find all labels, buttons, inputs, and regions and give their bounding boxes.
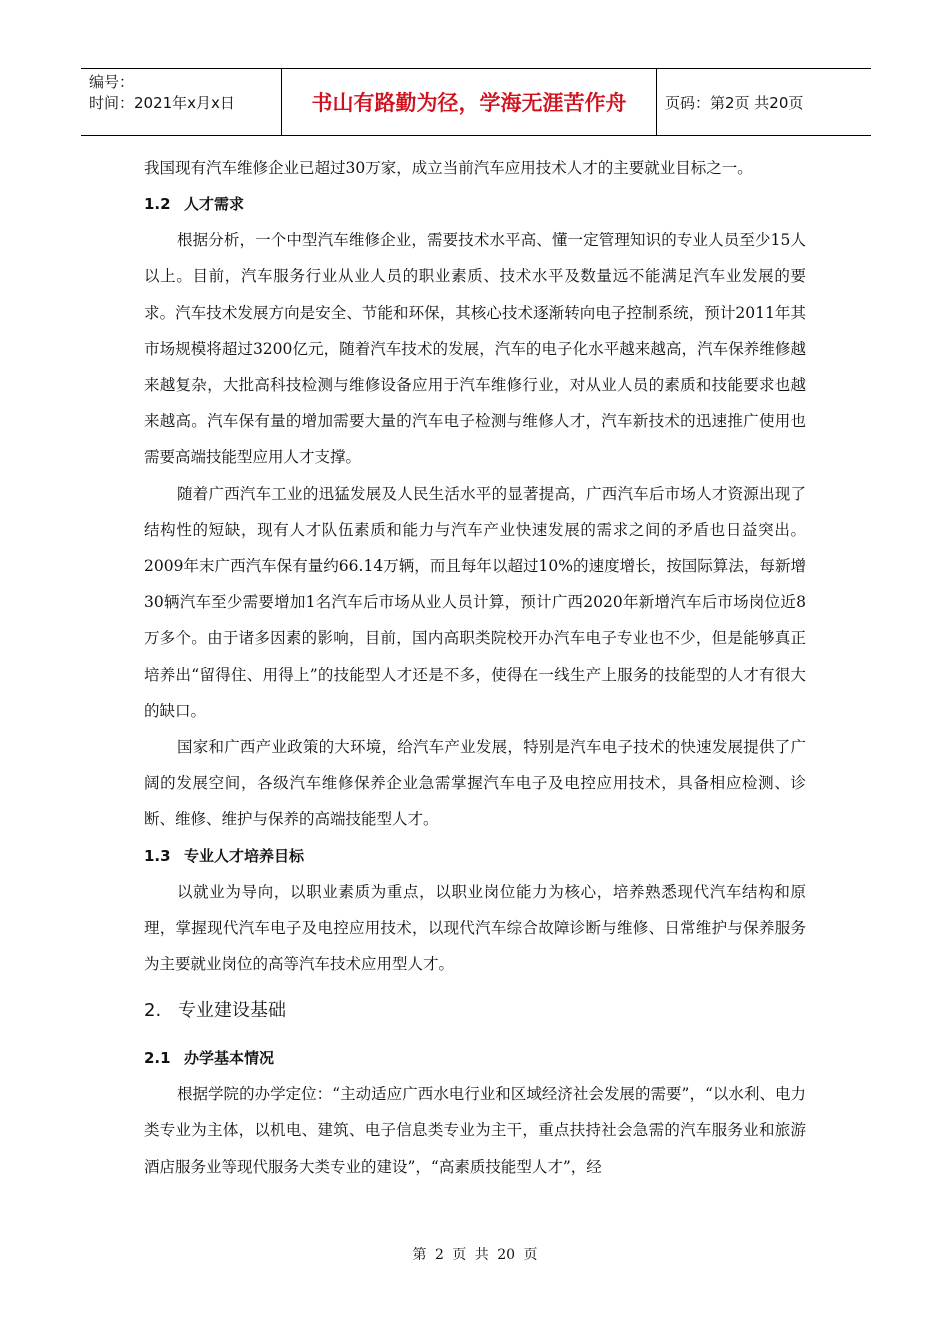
header-motto: 书山有路勤为径，学海无涯苦作舟	[282, 69, 657, 135]
section-number: 2.1	[144, 1049, 171, 1068]
paragraph-talent-demand: 根据分析，一个中型汽车维修企业，需要技术水平高、懂一定管理知识的专业人员至少15人以上。目前，汽车服务行业从业人员的职业素质、技术水平及数量远不能满足汽车业发展的要求。汽车技术发展方向是安全、节能和环保，其核心技术逐渐转向电子控制系统，预计2011年其市场规模将超过3200亿元，随着汽车技术的发展，汽车的电子化水平越来越高，汽车保养维修越来越复杂，大批高科技检测与维修设备应用于汽车维修行业，对从业人员的素质和技能要求也越来越高。汽车保有量的增加需要大量的汽车电子检测与维修人才，汽车新技术的迅速推广使用也需要高端技能型应用人才支撑。	[144, 231, 806, 467]
paragraph-policy: 国家和广西产业政策的大环境，给汽车产业发展，特别是汽车电子技术的快速发展提供了广阔的发展空间，各级汽车维修保养企业急需掌握汽车电子及电控应用技术，具备相应检测、诊断、维修、维护与保养的高端技能型人才。	[144, 738, 806, 829]
section-title: 专业建设基础	[178, 1000, 286, 1022]
paragraph-guangxi-market: 随着广西汽车工业的迅猛发展及人民生活水平的显著提高，广西汽车后市场人才资源出现了结构性的短缺，现有人才队伍素质和能力与汽车产业快速发展的需求之间的矛盾也日益突出。2009年末广西汽车保有量约66.14万辆，而且每年以超过10%的速度增长，按国际算法，每新增30辆汽车至少需要增加1名汽车后市场从业人员计算，预计广西2020年新增汽车后市场岗位近8万多个。由于诸多因素的影响，目前，国内高职类院校开办汽车电子专业也不少，但是能够真正培养出“留得住、用得上”的技能型人才还是不多，使得在一线生产上服务的技能型的人才有很大的缺口。	[144, 484, 806, 720]
paragraph-intro: 我国现有汽车维修企业已超过30万家，成立当前汽车应用技术人才的主要就业目标之一。	[144, 159, 753, 177]
paragraph-school-positioning: 根据学院的办学定位：“主动适应广西水电行业和区域经济社会发展的需要”，“以水利、电力类专业为主体，以机电、建筑、电子信息类专业为主干，重点扶持社会急需的汽车服务业和旅游酒店服务业等现代服务大类专业的建设”，“高素质技能型人才”，经	[144, 1085, 806, 1176]
section-number: 1.2	[144, 195, 171, 214]
page-footer: 第 2 页 共 20 页	[412, 1247, 538, 1263]
section-heading-1-2	[144, 186, 806, 222]
header-page-label: 页码：第2页 共20页	[665, 93, 804, 112]
section-title: 人才需求	[184, 195, 245, 214]
section-title: 办学基本情况	[184, 1049, 275, 1068]
section-title: 专业人才培养目标	[184, 846, 305, 865]
number-label: 编号：	[89, 73, 135, 91]
document-body	[144, 150, 806, 1185]
page-header	[81, 68, 871, 136]
paragraph-training-goal: 以就业为导向，以职业素质为重点，以职业岗位能力为核心，培养熟悉现代汽车结构和原理，掌握现代汽车电子及电控应用技术，以现代汽车综合故障诊断与维修、日常维护与保养服务为主要就业岗位的高等汽车技术应用型人才。	[144, 882, 806, 974]
section-heading-1-3	[144, 838, 806, 874]
date-label: 时间：2021年x月x日	[89, 94, 235, 112]
section-heading-2	[144, 996, 806, 1026]
section-heading-2-1	[144, 1040, 806, 1076]
section-number: 1.3	[144, 846, 171, 865]
section-number: 2.	[144, 1000, 162, 1022]
header-meta	[81, 69, 282, 135]
